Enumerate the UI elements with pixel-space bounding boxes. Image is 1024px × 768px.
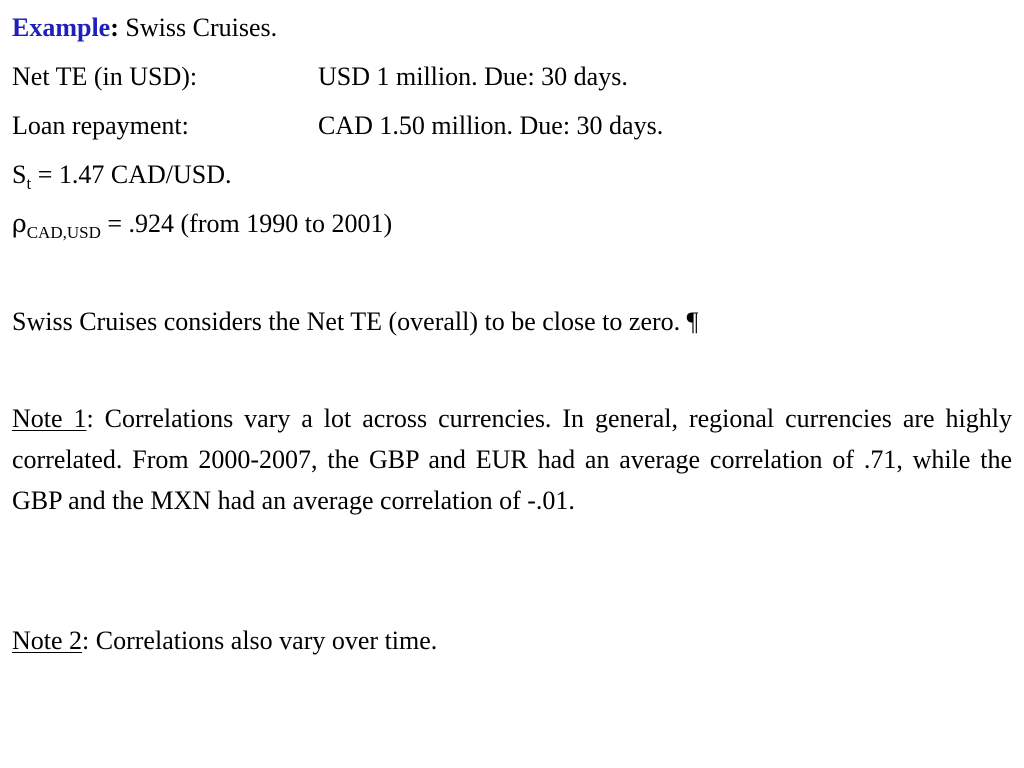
example-title: Swiss Cruises. (118, 13, 278, 42)
spot-symbol: S (12, 160, 27, 189)
correlation-row (12, 208, 392, 243)
note-2-label: Note 2 (12, 626, 83, 655)
net-te-statement: Swiss Cruises considers the Net TE (overall) to be close to zero. ¶ (12, 307, 699, 336)
example-label: Example (12, 13, 111, 42)
note-1-label: Note 1 (12, 404, 87, 433)
loan-value: CAD 1.50 million. Due: 30 days. (318, 111, 664, 140)
loan-label: Loan repayment: (12, 111, 189, 140)
rho-value: = .924 (from 1990 to 2001) (100, 209, 393, 238)
net-te-row (12, 61, 1012, 93)
example-heading (12, 12, 277, 44)
loan-row (12, 110, 1012, 142)
rho-symbol: ρ (12, 209, 27, 238)
spot-value: = 1.47 CAD/USD. (31, 160, 232, 189)
note-1-paragraph (12, 398, 1012, 521)
note-2-text: : Correlations also vary over time. (82, 626, 438, 655)
note-2-paragraph (12, 625, 437, 657)
example-colon: : (110, 13, 119, 42)
spot-subscript: t (26, 174, 32, 193)
net-te-label: Net TE (in USD): (12, 62, 198, 91)
note-1-text: : Correlations vary a lot across currencies. In general, regional currencies are highly correlated. From 2000-2007, the GBP and EUR had an average correlation of .71, while the GBP and the MXN had an average correlation of -.01. (12, 404, 1012, 515)
spot-rate-row (12, 159, 232, 194)
rho-subscript: CAD,USD (26, 223, 101, 242)
net-te-value: USD 1 million. Due: 30 days. (318, 62, 628, 91)
